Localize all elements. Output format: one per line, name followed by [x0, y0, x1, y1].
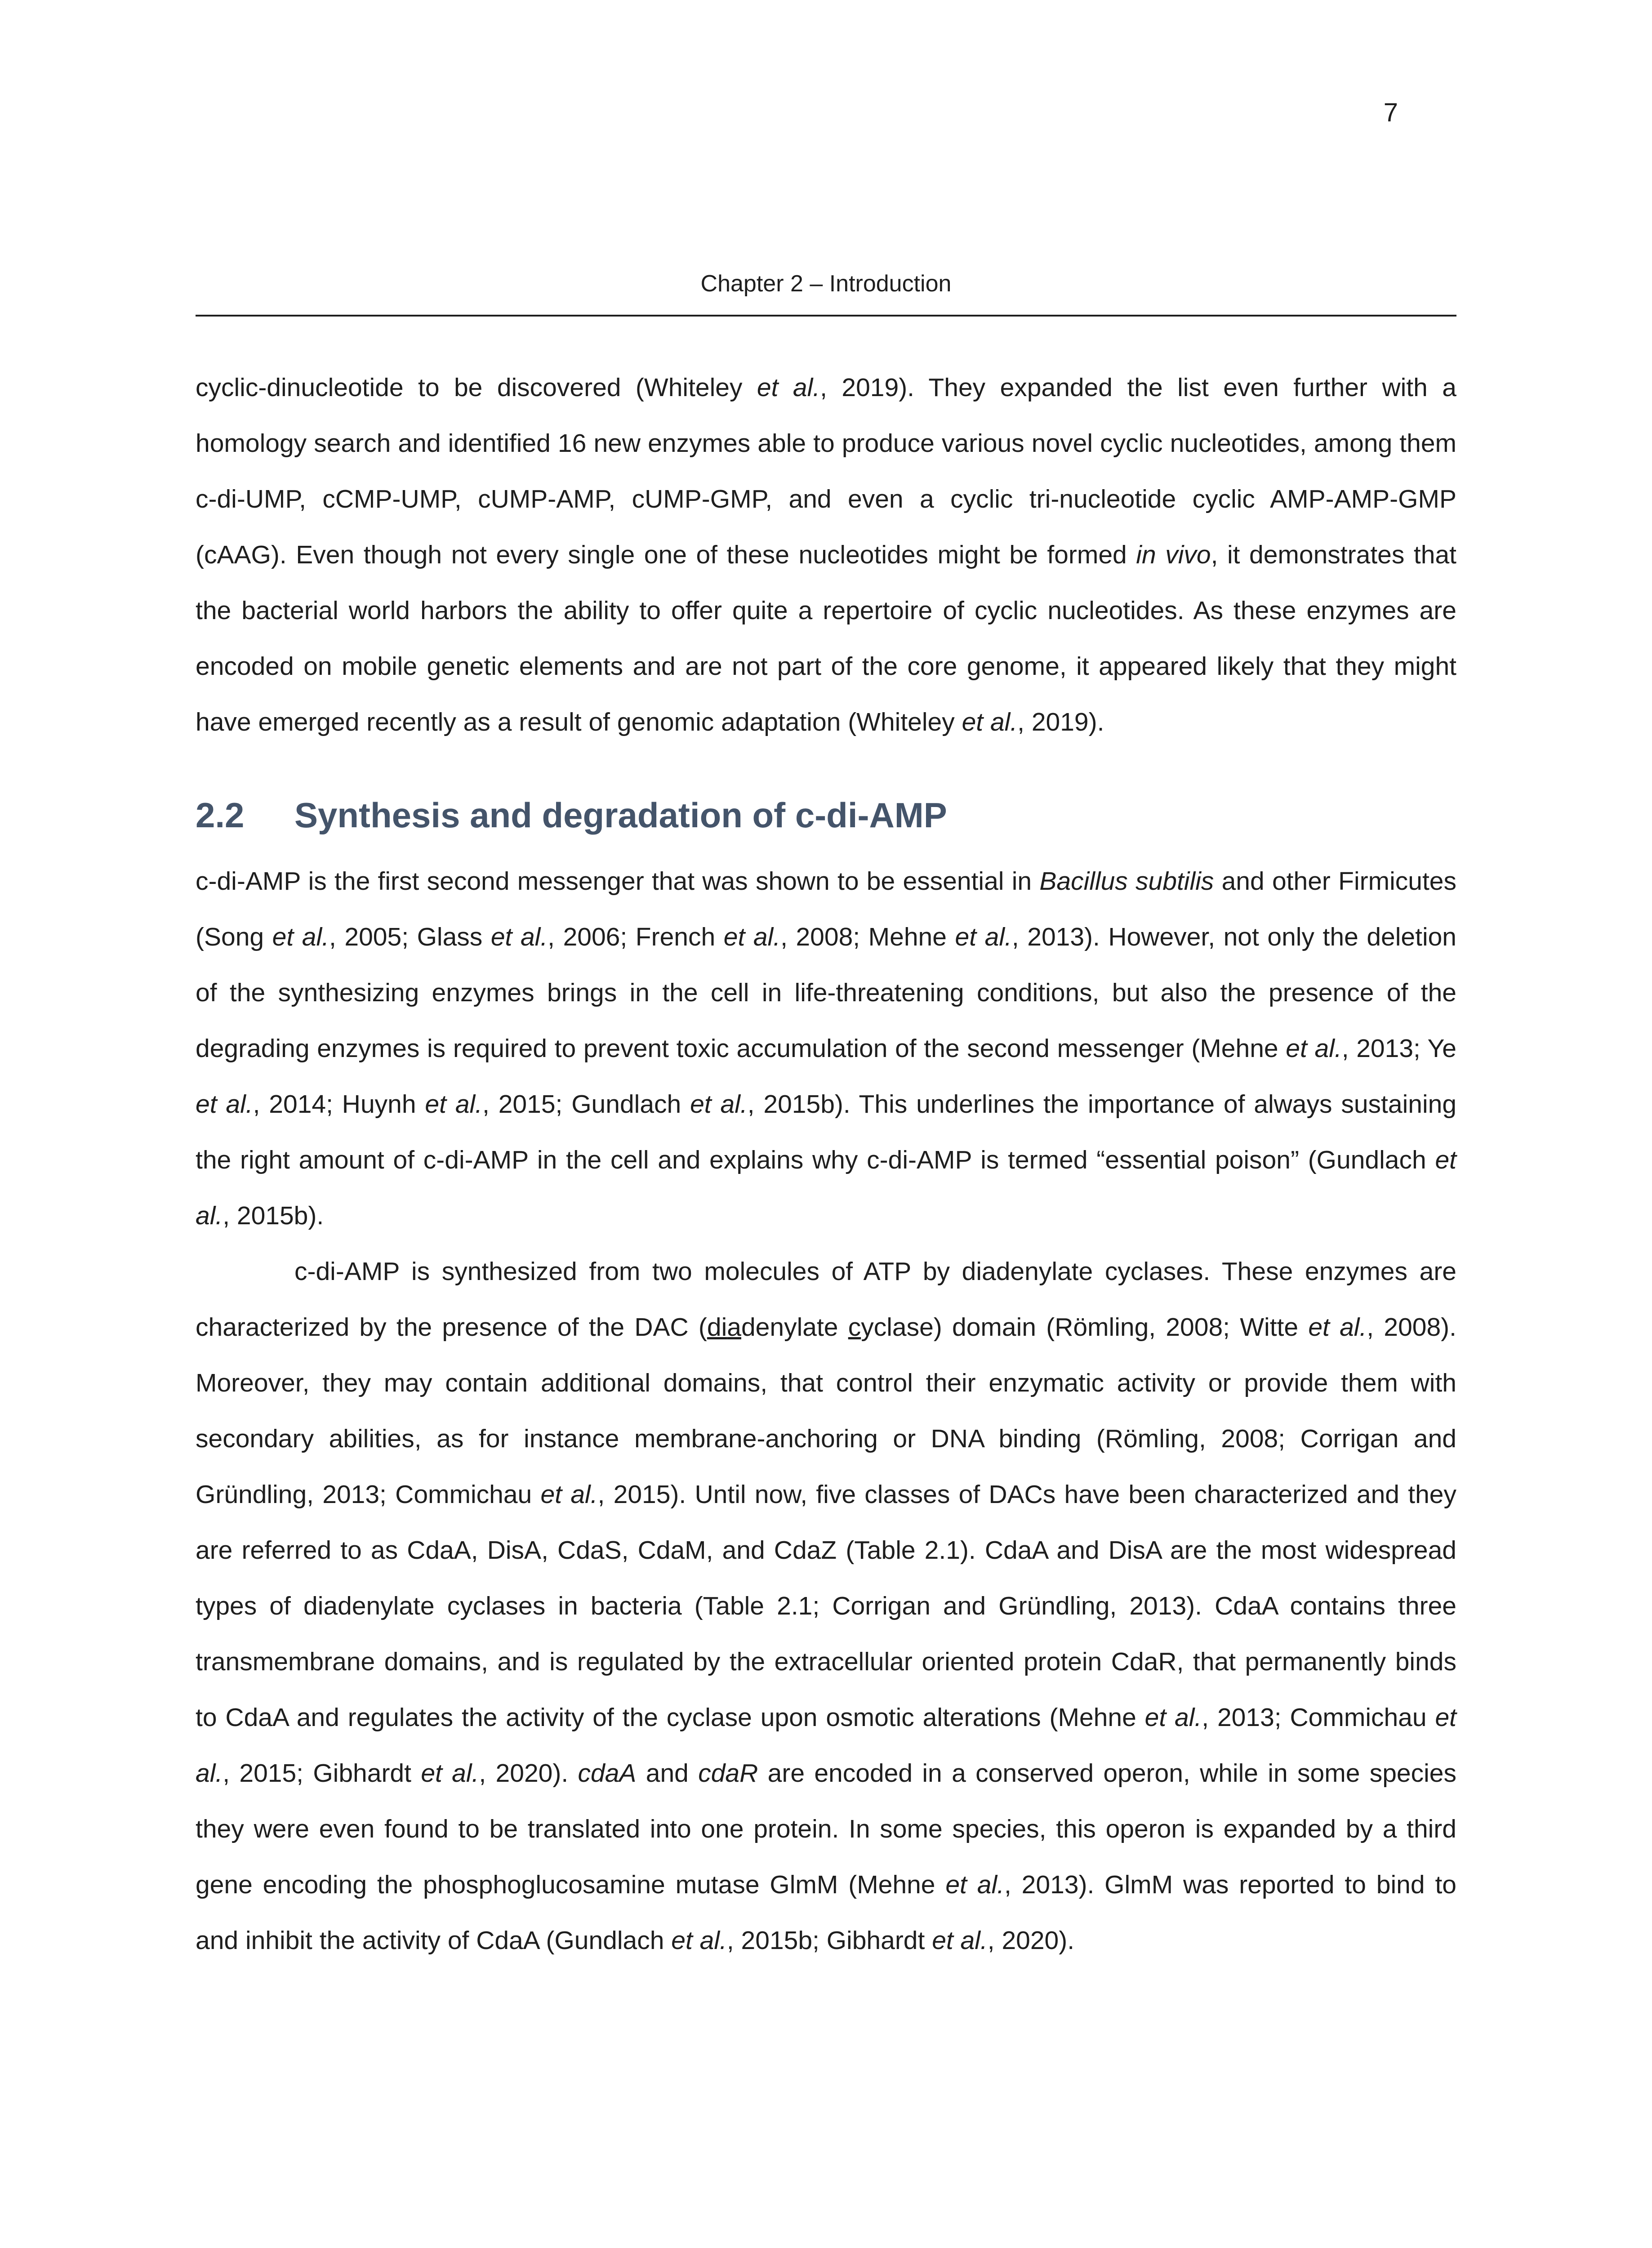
italic-run: et al.: [962, 708, 1018, 736]
italic-run: et al.: [272, 923, 329, 951]
text-run: , 2014; Huynh: [253, 1090, 425, 1119]
paragraph-1: [196, 360, 1456, 750]
italic-run: cdaR: [698, 1759, 758, 1788]
text-run: denylate: [741, 1313, 848, 1342]
italic-run: et al.: [671, 1926, 727, 1955]
italic-run: et al.: [723, 923, 781, 951]
body-text: [196, 360, 1456, 1968]
section-title: Synthesis and degradation of c-di-AMP: [294, 795, 947, 835]
italic-run: et al.: [421, 1759, 479, 1788]
italic-run: et al.: [1144, 1703, 1202, 1732]
text-run: and other Firmicutes (Song: [196, 867, 1456, 951]
text-run: , 2008). Moreover, they may contain additional domains, that control their enzymatic activity or provide them with secondary abilities, as for instance membrane-anchoring or DNA binding (Römling, 2008; Corrigan and Gründling, 2013; Commichau: [196, 1313, 1456, 1509]
text-run: , 2005; Glass: [329, 923, 491, 951]
italic-run: et al.: [955, 923, 1012, 951]
text-run: are encoded in a conserved operon, while in some species they were even found to be translated into one protein. In some species, this operon is expanded by a third gene encoding the phosphoglucosamine mutase GlmM (Mehne: [196, 1759, 1456, 1899]
header-rule: [196, 315, 1456, 317]
text-run: , it demonstrates that the bacterial world harbors the ability to offer quite a repertoire of cyclic nucleotides. As these enzymes are encoded on mobile genetic elements and are not part of the core genome, it appeared likely that they might have emerged recently as a result of genomic adaptation (Whiteley: [196, 540, 1456, 736]
text-run: and: [636, 1759, 699, 1788]
text-run: , 2015b; Gibhardt: [726, 1926, 932, 1955]
italic-run: et al.: [945, 1870, 1004, 1899]
text-run: , 2008; Mehne: [780, 923, 955, 951]
text-run: c-di-AMP is synthesized from two molecules of ATP by diadenylate cyclases. These enzymes are characterized by the presence of the DAC (: [196, 1257, 1456, 1342]
underlined-run: di: [707, 1313, 727, 1342]
underlined-run: c: [848, 1313, 861, 1342]
text-run: , 2020).: [479, 1759, 578, 1788]
text-run: , 2015; Gibhardt: [223, 1759, 421, 1788]
text-run: cyclic-dinucleotide to be discovered (Whiteley: [196, 373, 757, 402]
italic-run: et al.: [1286, 1034, 1342, 1063]
text-run: , 2020).: [987, 1926, 1075, 1955]
section-number: 2.2: [196, 795, 245, 835]
text-run: , 2006; French: [548, 923, 724, 951]
text-run: , 2013; Commichau: [1202, 1703, 1435, 1732]
text-run: , 2013). GlmM was reported to bind to and inhibit the activity of CdaA (Gundlach: [196, 1870, 1456, 1955]
italic-run: et al.: [490, 923, 548, 951]
text-run: , 2015b). This underlines the importance of always sustaining the right amount of c-di-AMP in the cell and explains why c-di-AMP is termed “essential poison” (Gundlach: [196, 1090, 1457, 1174]
italic-run: cdaA: [578, 1759, 637, 1788]
text-run: c-di-AMP is the first second messenger that was shown to be essential in: [196, 867, 1040, 896]
italic-run: in vivo: [1136, 540, 1211, 569]
underlined-run: a: [727, 1313, 741, 1342]
italic-run: et al.: [932, 1926, 988, 1955]
text-run: , 2015b).: [223, 1201, 324, 1230]
italic-run: et al.: [690, 1090, 748, 1119]
italic-run: et al.: [757, 373, 820, 402]
italic-run: et al.: [540, 1480, 598, 1509]
running-header: Chapter 2 – Introduction: [700, 271, 952, 297]
italic-run: et al.: [196, 1703, 1457, 1788]
italic-run: et al.: [1308, 1313, 1367, 1342]
text-run: , 2019).: [1017, 708, 1104, 736]
paragraph-2: [196, 853, 1456, 1244]
page-number: 7: [1383, 98, 1398, 127]
text-run: , 2019). They expanded the list even further with a homology search and identified 16 new enzymes able to produce various novel cyclic nucleotides, among them c-di-UMP, cCMP-UMP, cUMP-AMP, cUMP-GMP, and even a cyclic tri-nucleotide cyclic AMP-AMP-GMP (cAAG). Even though not every single one of these nucleotides might be formed: [196, 373, 1456, 569]
italic-run: et al.: [196, 1146, 1456, 1230]
italic-run: et al.: [196, 1090, 253, 1119]
text-run: , 2015; Gundlach: [482, 1090, 690, 1119]
text-run: , 2013). However, not only the deletion of the synthesizing enzymes brings in the cell in life-threatening conditions, but also the presence of the degrading enzymes is required to prevent toxic accumulation of the second messenger (Mehne: [196, 923, 1457, 1063]
text-run: , 2013; Ye: [1341, 1034, 1456, 1063]
text-run: yclase) domain (Römling, 2008; Witte: [861, 1313, 1309, 1342]
text-run: , 2015). Until now, five classes of DACs have been characterized and they are referred to as CdaA, DisA, CdaS, CdaM, and CdaZ (Table 2.1). CdaA and DisA are the most widespread types of diadenylate cyclases in bacteria (Table 2.1; Corrigan and Gründling, 2013). CdaA contains three transmembrane domains, and is regulated by the extracellular oriented protein CdaR, that permanently binds to CdaA and regulates the activity of the cyclase upon osmotic alterations (Mehne: [196, 1480, 1457, 1732]
section-heading: [196, 788, 1456, 842]
italic-run: Bacillus subtilis: [1039, 867, 1214, 896]
paragraph-3: [196, 1244, 1456, 1968]
italic-run: et al.: [425, 1090, 483, 1119]
